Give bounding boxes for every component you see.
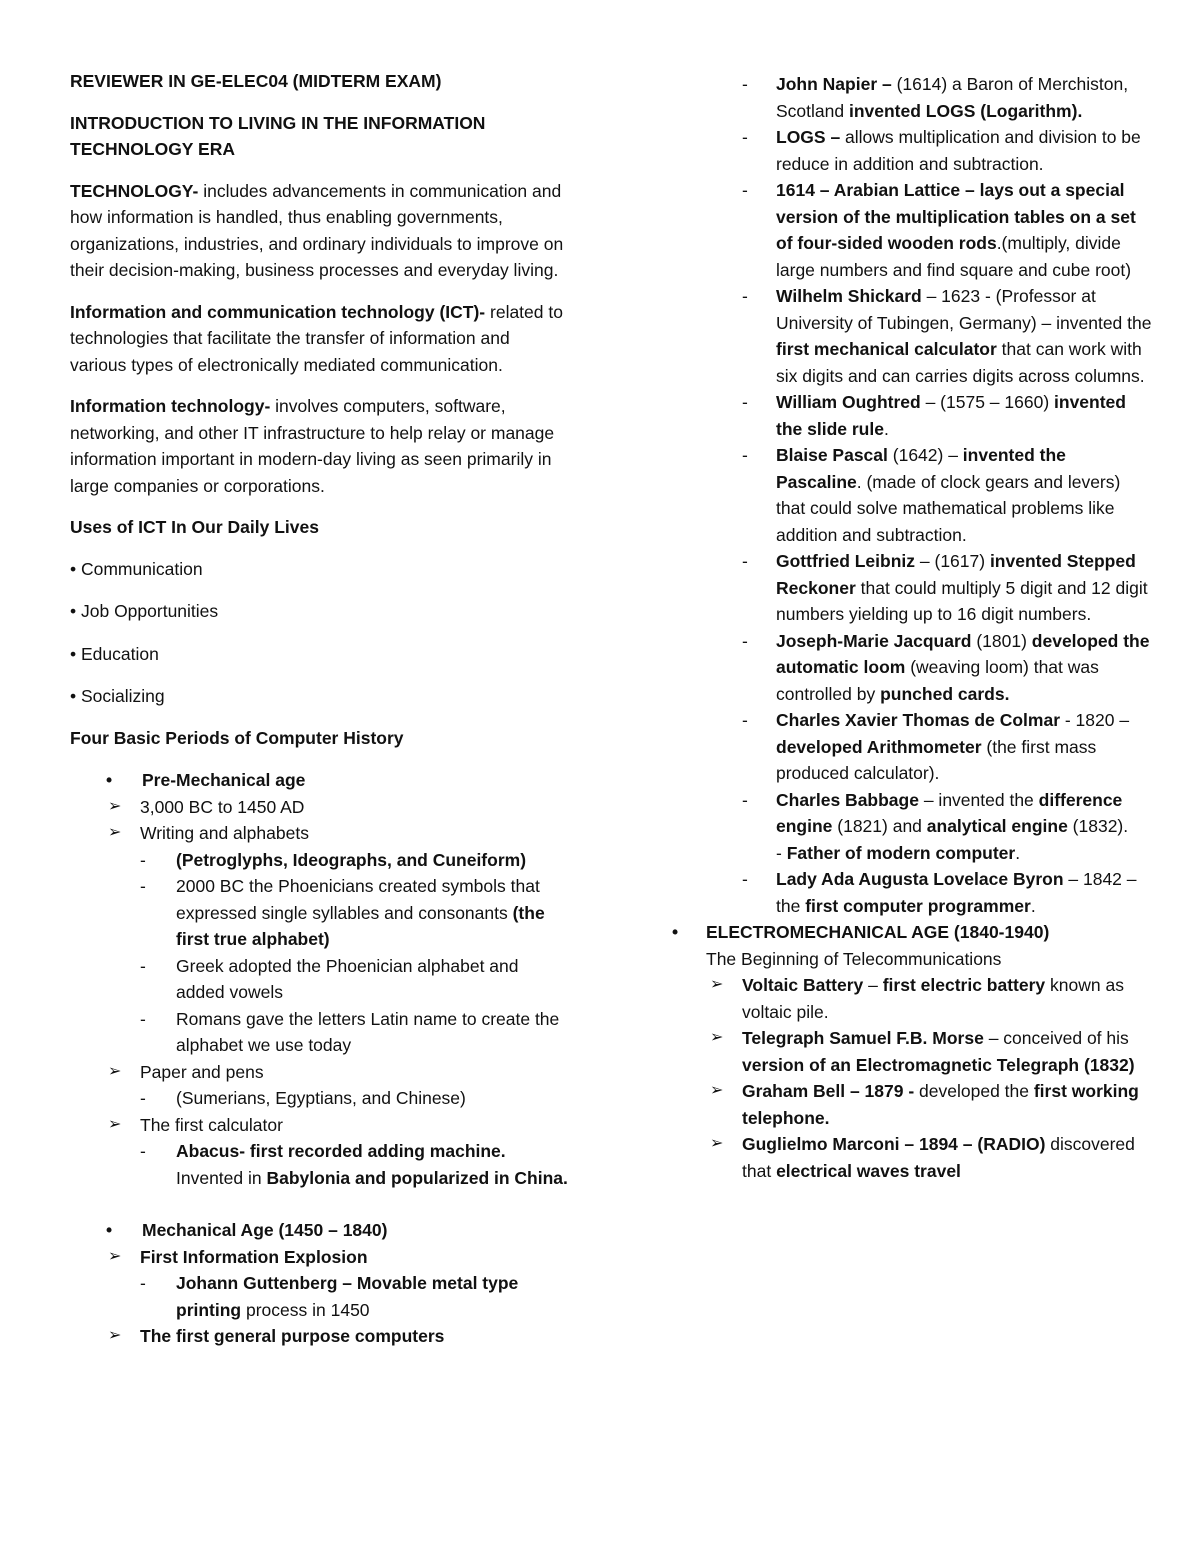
it-definition [70, 393, 570, 499]
list-item [140, 1270, 570, 1323]
uses-item-socializing: • Socializing [70, 686, 165, 706]
section-heading-intro [70, 110, 570, 163]
dash-icon: - [140, 1141, 146, 1161]
item-text: . [883, 418, 889, 439]
item-bold-text: Telegraph Samuel F.B. Morse [742, 1028, 984, 1048]
item-bold-text: developed Arithmometer [776, 736, 982, 757]
arrow-icon: ➢ [710, 1135, 724, 1152]
item-text: (the first mass produced calculator). [776, 736, 1097, 783]
item-bold-text: first electric battery [882, 975, 1046, 995]
period-mechanical [70, 1217, 570, 1350]
item-bold-text: Guglielmo Marconi – 1894 – (RADIO) [742, 1134, 1046, 1154]
list-item-logs [638, 124, 1152, 177]
dash-icon: - [742, 286, 748, 306]
list-item-marconi [672, 1131, 1152, 1184]
mech-sublist [70, 1244, 570, 1350]
dash-icon: - [140, 849, 146, 870]
list-item-voltaic [672, 972, 1152, 1025]
arrow-icon: ➢ [108, 1115, 122, 1133]
item-bold-text: Father of modern computer [786, 842, 1016, 863]
period-title: Pre-Mechanical age [142, 770, 306, 790]
item-bold-text: invented LOGS (Logarithm). [848, 100, 1083, 121]
left-column [70, 68, 570, 1350]
ict-definition [70, 299, 570, 379]
item-text: - [776, 842, 787, 863]
item-text: . (made of clock gears and levers) that could solve mathematical problems like addition and subtraction. [776, 471, 1121, 545]
item-text: The first calculator [140, 1114, 283, 1135]
list-item [70, 1112, 570, 1192]
ict-term: Information and communication technology (ICT)- [70, 301, 486, 322]
item-bold-text: Wilhelm Shickard [776, 286, 922, 306]
list-item [140, 1138, 570, 1191]
list-item [70, 1323, 570, 1350]
technology-text: includes advancements in communication and how information is handled, thus enabling governments, organizations, industries, and ordinary individuals to improve on their decision-making, business processes and everyday living. [70, 180, 564, 280]
list-item [140, 847, 570, 874]
dash-icon: - [742, 710, 748, 730]
item-bold-text: Abacus- first recorded adding machine. [176, 1141, 506, 1161]
item-text: Writing and alphabets [140, 823, 309, 843]
dash-icon: - [742, 445, 748, 465]
list-item-lovelace [638, 866, 1152, 919]
list-item-napier [638, 71, 1152, 124]
item-text: (1614) a Baron of Merchiston, Scotland [776, 74, 1129, 121]
dash-icon: - [140, 1088, 146, 1108]
item-bold-text: first computer programmer [805, 895, 1031, 916]
list-item-babbage [638, 787, 1152, 867]
dash-icon: - [140, 1008, 146, 1029]
item-text: discovered that [742, 1134, 1135, 1181]
dash-icon: - [742, 869, 748, 889]
item-text: that could multiply 5 digit and 12 digit numbers yielding up to 16 digit numbers. [776, 577, 1148, 624]
dash-icon: - [140, 876, 146, 896]
item-bold-text: William Oughtred [776, 392, 921, 412]
item-text: – conceived of his [983, 1028, 1129, 1048]
item-text: (1821) and [832, 816, 927, 836]
item-bold-text: Charles Xavier Thomas de Colmar [776, 710, 1060, 730]
calc-sublist [140, 1138, 570, 1191]
item-text: (1832). [1067, 816, 1129, 836]
period-pre-mechanical [70, 767, 570, 1191]
item-bold-text: First Information Explosion [140, 1246, 368, 1267]
item-bold-text: electrical waves travel [776, 1160, 961, 1181]
electro-sublist [672, 972, 1152, 1184]
item-text: .(multiply, divide large numbers and find square and cube root) [776, 233, 1132, 280]
item-text: – 1842 – the [776, 869, 1137, 916]
item-text: – invented the [918, 789, 1039, 810]
arrow-icon: ➢ [710, 976, 724, 993]
period-subtitle: The Beginning of Telecommunications [706, 948, 1002, 969]
arrow-icon: ➢ [710, 1082, 724, 1099]
arrow-icon: ➢ [108, 1062, 122, 1080]
item-text: developed the [914, 1081, 1034, 1101]
right-column [672, 71, 1152, 1184]
item-text: – (1575 – 1660) [920, 392, 1055, 412]
item-text: – 1623 - (Professor at University of Tubingen, Germany) – invented the [776, 286, 1152, 333]
periods-list [70, 767, 570, 1350]
dash-icon: - [742, 789, 748, 810]
item-text: . [1015, 842, 1021, 863]
bullet-icon: • [106, 770, 113, 790]
list-item [140, 953, 570, 1006]
list-item [140, 1085, 570, 1112]
item-bold-text: invented the slide rule [776, 392, 1126, 439]
period-title: ELECTROMECHANICAL AGE (1840-1940) [706, 922, 1050, 942]
dash-icon: - [742, 392, 748, 412]
item-bold-text: invented Stepped Reckoner [776, 551, 1136, 598]
item-text: allows multiplication and division to be reduce in addition and subtraction. [776, 127, 1141, 174]
intro-heading-line-1: INTRODUCTION TO LIVING IN THE INFORMATION [70, 112, 486, 133]
uses-item-education: • Education [70, 643, 159, 664]
arrow-icon: ➢ [108, 1247, 122, 1265]
item-bold-text: first mechanical calculator [776, 339, 997, 359]
item-text: – (1617) [915, 551, 990, 571]
item-text: that can work with six digits and can carries digits across columns. [776, 339, 1145, 386]
item-bold-text: Lady Ada Augusta Lovelace Byron [776, 869, 1064, 889]
arrow-icon: ➢ [108, 824, 122, 841]
uses-heading: Uses of ICT In Our Daily Lives [70, 517, 319, 537]
item-bold-text: developed the automatic loom [776, 630, 1150, 677]
technology-term: TECHNOLOGY- [70, 180, 199, 201]
item-text: Greek adopted the Phoenician alphabet and added vowels [176, 955, 519, 1002]
item-text: – [863, 975, 883, 995]
item-text: known as voltaic pile. [742, 975, 1124, 1022]
technology-definition [70, 178, 570, 284]
list-item-lattice [638, 177, 1152, 283]
dash-icon: - [742, 630, 748, 651]
item-text: Invented in [176, 1167, 267, 1188]
item-bold-text: Gottfried Leibniz [776, 551, 916, 571]
list-item [140, 873, 570, 953]
item-bold-text: John Napier – [776, 74, 892, 94]
item-bold-text: 1614 – Arabian Lattice – lays out a special version of the multiplication tables on a set of four-sided wooden rods [776, 180, 1136, 253]
item-text: (1801) [971, 630, 1032, 651]
uses-item-jobs: • Job Opportunities [70, 601, 219, 621]
item-text: (Petroglyphs, Ideographs, and Cuneiform) [176, 849, 527, 870]
item-bold-text: analytical engine [926, 816, 1068, 836]
item-text: . [1030, 895, 1036, 916]
item-bold-text: The first general purpose computers [140, 1326, 445, 1346]
uses-item-communication: • Communication [70, 558, 203, 579]
periods-heading: Four Basic Periods of Computer History [70, 727, 404, 748]
arrow-icon: ➢ [108, 797, 122, 815]
dash-icon: - [742, 180, 748, 200]
premech-sublist [70, 794, 570, 1192]
ict-text: related to technologies that facilitate the transfer of information and various types of electronically mediated communication. [70, 301, 563, 375]
item-text: 2000 BC the Phoenicians created symbols that expressed single syllables and consonants [176, 876, 540, 923]
it-term: Information technology- [70, 396, 271, 416]
item-bold-text: (the first true alphabet) [176, 902, 545, 949]
dash-icon: - [742, 551, 748, 571]
document-title: REVIEWER IN GE-ELEC04 (MIDTERM EXAM) [70, 71, 442, 91]
item-bold-text: Johann Guttenberg – Movable metal type printing [176, 1273, 519, 1320]
item-bold-text: Charles Babbage [776, 789, 919, 810]
item-bold-text: punched cards. [880, 683, 1010, 704]
item-text: - 1820 – [1060, 710, 1130, 730]
list-item-leibniz [638, 548, 1152, 628]
dash-icon: - [742, 74, 748, 94]
bullet-icon: • [672, 922, 679, 942]
item-bold-text: LOGS – [776, 127, 841, 147]
list-item [70, 820, 570, 1059]
list-item [70, 1059, 570, 1112]
item-bold-text: Blaise Pascal [776, 445, 888, 465]
intro-heading-line-2: TECHNOLOGY ERA [70, 139, 235, 159]
list-item-colmar [638, 707, 1152, 787]
item-text: Romans gave the letters Latin name to create the alphabet we use today [176, 1008, 560, 1055]
item-text: (1642) – [887, 445, 963, 465]
item-bold-text: version of an Electromagnetic Telegraph (1832) [742, 1054, 1135, 1075]
list-item-oughtred [638, 389, 1152, 442]
bullet-icon: • [106, 1220, 113, 1240]
item-bold-text: invented the Pascaline [776, 445, 1066, 492]
item-bold-text: difference engine [776, 789, 1123, 836]
list-item-telegraph [672, 1025, 1152, 1078]
it-text: involves computers, software, networking, and other IT infrastructure to help relay or manage information important in modern-day living as seen primarily in large companies or corporations. [70, 396, 555, 496]
item-bold-text: Graham Bell – 1879 - [742, 1081, 915, 1101]
list-item [70, 1244, 570, 1324]
dash-icon: - [742, 127, 748, 147]
list-item-pascal [638, 442, 1152, 548]
dash-icon: - [140, 955, 146, 976]
item-bold-text: Joseph-Marie Jacquard [776, 630, 972, 651]
list-item-jacquard [638, 628, 1152, 708]
item-text: Paper and pens [140, 1061, 264, 1082]
arrow-icon: ➢ [710, 1029, 724, 1046]
item-bold-text: first working telephone. [742, 1081, 1139, 1128]
arrow-icon: ➢ [108, 1327, 122, 1344]
item-text: process in 1450 [241, 1299, 370, 1320]
item-bold-text: Babylonia and popularized in China. [266, 1167, 568, 1188]
period-electromechanical [672, 919, 1152, 1184]
list-item [140, 1006, 570, 1059]
writing-sublist [140, 847, 570, 1059]
list-item [70, 794, 570, 821]
item-text: (weaving loom) that was controlled by [776, 657, 1099, 704]
period-title: Mechanical Age (1450 – 1840) [142, 1220, 388, 1240]
explosion-sublist [140, 1270, 570, 1323]
item-bold-text: Voltaic Battery [742, 975, 864, 995]
item-text: 3,000 BC to 1450 AD [140, 796, 305, 817]
dash-icon: - [140, 1273, 146, 1293]
spacer [70, 1191, 570, 1217]
list-item-bell [672, 1078, 1152, 1131]
item-text: (Sumerians, Egyptians, and Chinese) [176, 1088, 466, 1108]
paper-sublist [140, 1085, 570, 1112]
inventors-list [638, 71, 1152, 919]
list-item-shickard [638, 283, 1152, 389]
